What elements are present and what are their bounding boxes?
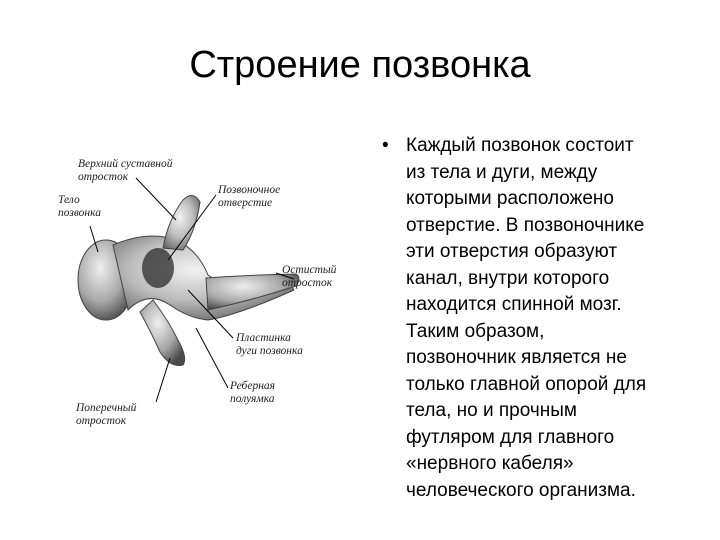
text-line: канал, внутри которого [406, 267, 610, 289]
text-line: эти отверстия образуют [406, 241, 618, 262]
text-line: футляром для главного [406, 426, 615, 448]
text-line: «нервного кабеля» [406, 453, 574, 474]
text-line: тела, но и прочным [406, 400, 577, 421]
text-line: находится спинной мозг. [406, 294, 622, 315]
label-transverse-process: Поперечный отросток [76, 402, 137, 427]
label-lamina: Пластинка дуги позвонка [236, 332, 303, 357]
label-upper-articular-process: Верхний суставной отросток [78, 158, 173, 183]
label-spinous-process: Остистый отросток [282, 264, 337, 289]
bullet-text [406, 133, 712, 504]
vertebra-figure [58, 140, 368, 440]
text-line: только главной опорой для [406, 373, 647, 395]
text-line: Таким образом, [406, 320, 545, 342]
label-costal-facet: Реберная полуямка [230, 380, 276, 405]
slide-title: Строение позвонка [189, 44, 531, 86]
text-line: позвоночник является не [406, 347, 627, 368]
text-line: человеческого организма. [406, 479, 636, 501]
label-vertebral-foramen: Позвоночное отверстие [218, 184, 281, 209]
text-line: отверстие. В позвоночнике [406, 214, 645, 236]
vertebra-illustration [58, 140, 368, 440]
label-vertebral-body: Тело позвонка [58, 194, 101, 219]
text-line: Каждый позвонок состоит [406, 135, 634, 156]
text-line: которыми расположено [406, 188, 614, 209]
text-line: из тела и дуги, между [406, 161, 598, 183]
bullet-marker: • [382, 135, 389, 156]
